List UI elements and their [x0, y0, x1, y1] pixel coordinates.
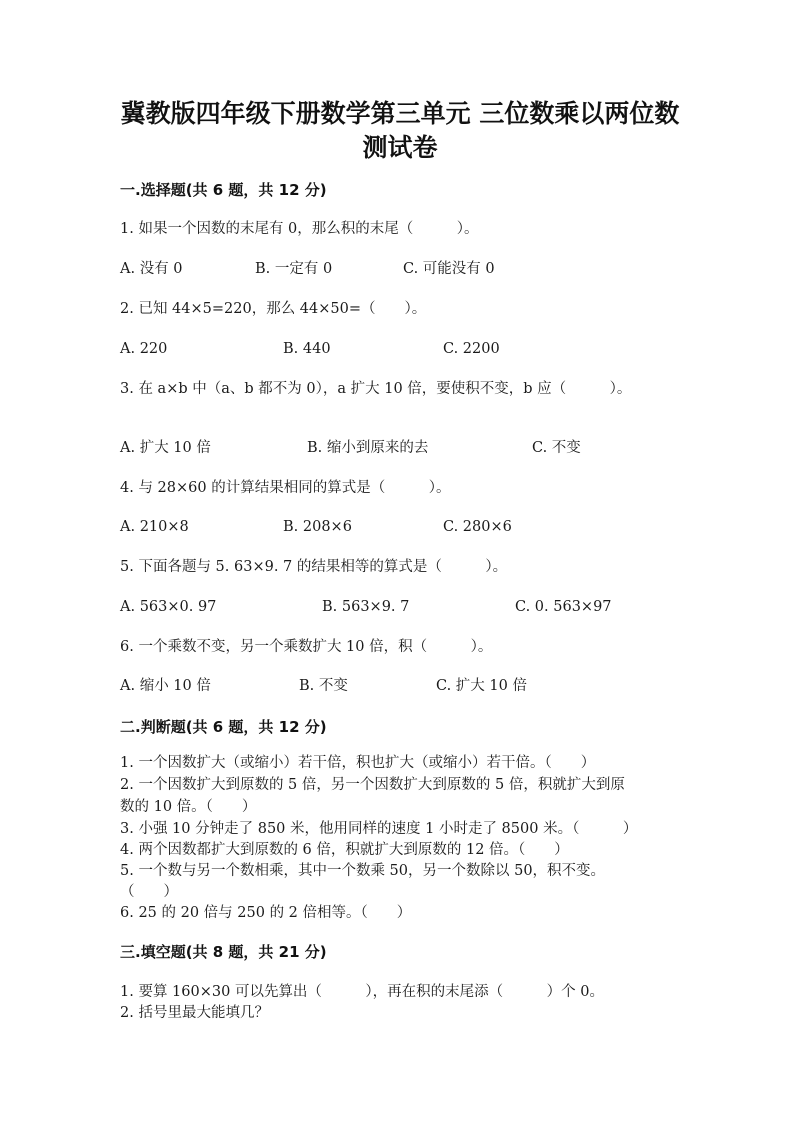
question-3-option-c: C. 不变	[532, 440, 581, 456]
fill-1: 1. 要算 160×30 可以先算出（ ），再在积的末尾添（ ）个 0。	[120, 984, 605, 1000]
question-5-stem: 5. 下面各题与 5. 63×9. 7 的结果相等的算式是（ ）。	[120, 559, 508, 575]
section-3-heading: 三.填空题(共 8 题，共 21 分)	[120, 943, 327, 961]
judge-5: 5. 一个数与另一个数相乘，其中一个数乘 50，另一个数除以 50，积不变。	[120, 863, 606, 879]
judge-3: 3. 小强 10 分钟走了 850 米，他用同样的速度 1 小时走了 8500 米。（ ）	[120, 821, 638, 837]
judge-2: 2. 一个因数扩大到原数的 5 倍，另一个因数扩大到原数的 5 倍，积就扩大到原	[120, 777, 625, 793]
question-5-option-a: A. 563×0. 97	[120, 599, 217, 615]
question-4-option-c: C. 280×6	[443, 519, 512, 535]
section-2-heading: 二.判断题(共 6 题，共 12 分)	[120, 718, 327, 736]
page-title	[100, 97, 700, 165]
question-4-option-a: A. 210×8	[120, 519, 189, 535]
title-line-1: 冀教版四年级下册数学第三单元 三位数乘以两位数	[120, 99, 680, 128]
question-6-option-a: A. 缩小 10 倍	[120, 678, 211, 694]
question-3-option-a: A. 扩大 10 倍	[120, 440, 211, 456]
question-1-option-b: B. 一定有 0	[255, 261, 333, 277]
title-line-2: 测试卷	[362, 133, 438, 162]
question-6-option-b: B. 不变	[299, 678, 348, 694]
question-4-stem: 4. 与 28×60 的计算结果相同的算式是（ ）。	[120, 480, 451, 496]
question-3-option-b: B. 缩小到原来的去	[307, 440, 429, 456]
judge-4: 4. 两个因数都扩大到原数的 6 倍，积就扩大到原数的 12 倍。（ ）	[120, 842, 569, 858]
judge-1: 1. 一个因数扩大（或缩小）若干倍，积也扩大（或缩小）若干倍。（ ）	[120, 755, 596, 771]
judge-6: 6. 25 的 20 倍与 250 的 2 倍相等。（ ）	[120, 905, 412, 921]
judge-5-continued: （ ）	[120, 884, 178, 900]
question-1-stem: 1. 如果一个因数的末尾有 0，那么积的末尾（ ）。	[120, 221, 479, 237]
question-2-option-a: A. 220	[120, 341, 168, 357]
question-5-option-c: C. 0. 563×97	[515, 599, 612, 615]
fill-2: 2. 括号里最大能填几？	[120, 1005, 269, 1021]
question-1-option-c: C. 可能没有 0	[403, 261, 495, 277]
section-1-heading: 一.选择题(共 6 题，共 12 分)	[120, 181, 327, 199]
question-3-stem: 3. 在 a×b 中（a、b 都不为 0），a 扩大 10 倍，要使积不变，b 应（ ）。	[120, 381, 632, 397]
question-2-option-c: C. 2200	[443, 341, 500, 357]
question-2-stem: 2. 已知 44×5=220，那么 44×50=（ ）。	[120, 301, 427, 317]
question-2-option-b: B. 440	[283, 341, 331, 357]
question-6-stem: 6. 一个乘数不变，另一个乘数扩大 10 倍，积（ ）。	[120, 639, 493, 655]
judge-2-continued: 数的 10 倍。（ ）	[120, 799, 257, 815]
question-6-option-c: C. 扩大 10 倍	[436, 678, 527, 694]
question-1-option-a: A. 没有 0	[120, 261, 183, 277]
question-4-option-b: B. 208×6	[283, 519, 352, 535]
question-5-option-b: B. 563×9. 7	[322, 599, 410, 615]
